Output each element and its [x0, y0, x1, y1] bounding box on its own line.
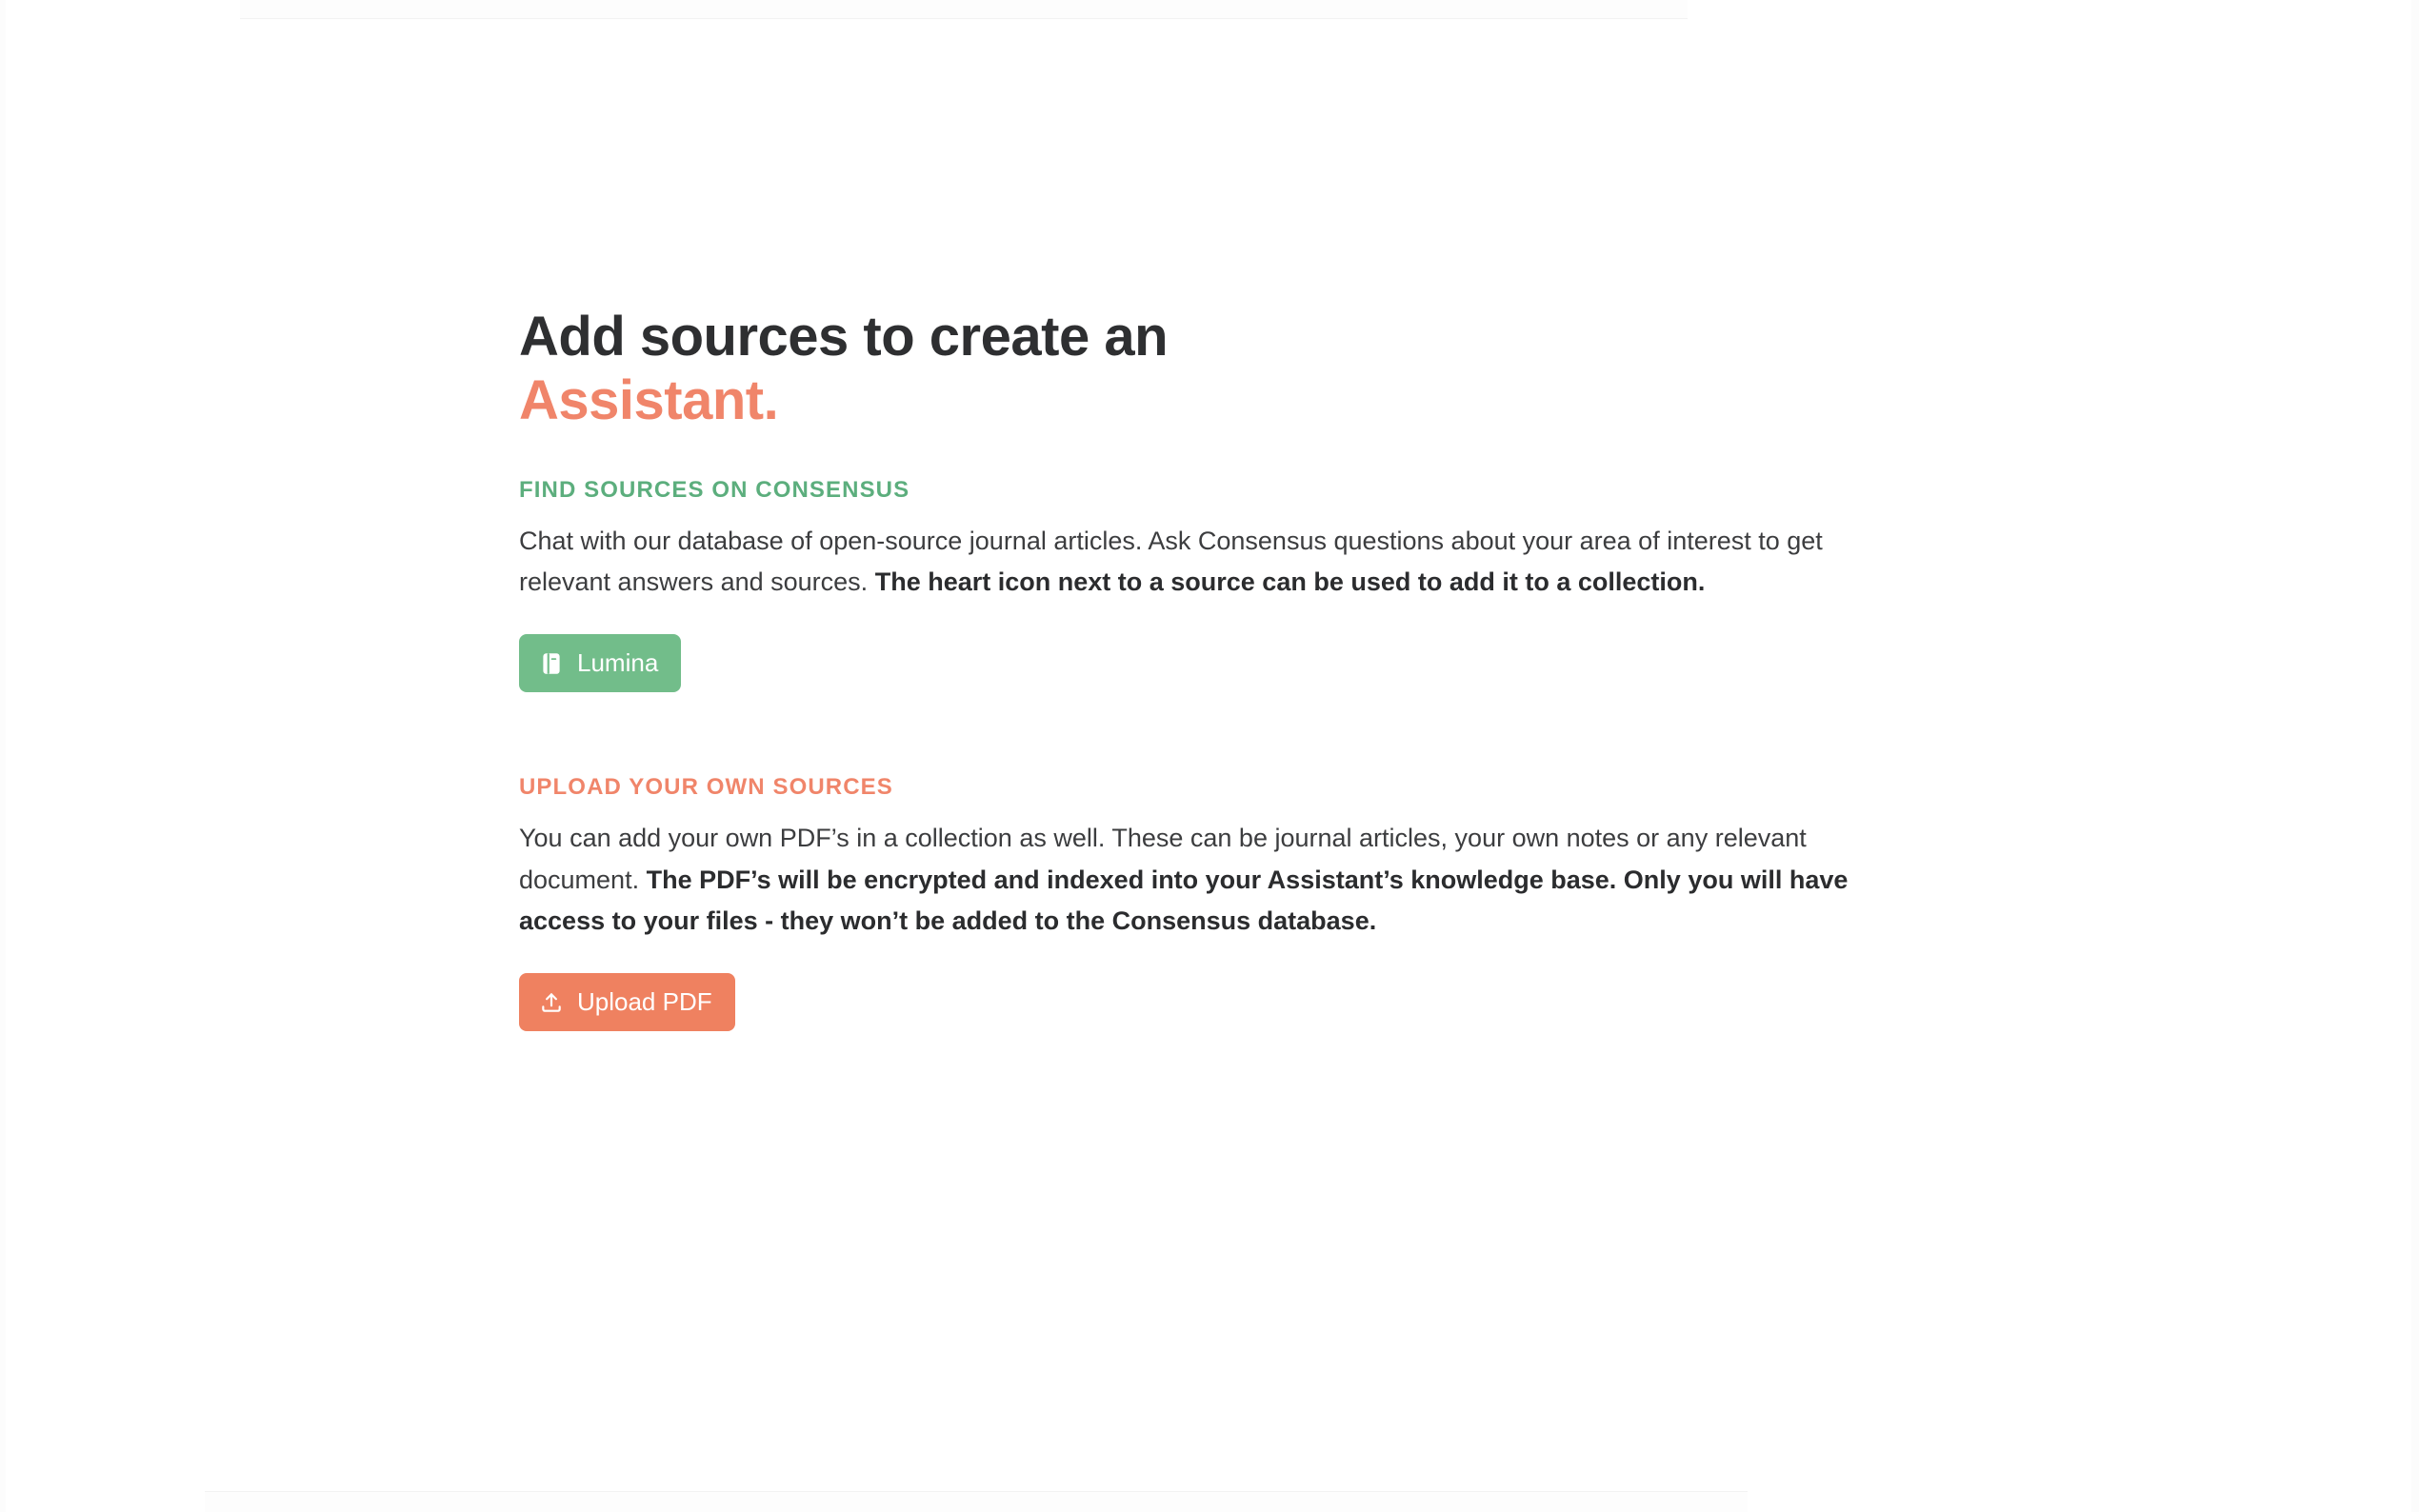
bottom-edge-strip: [205, 1491, 1748, 1512]
page-title-line-2-accent: Assistant.: [519, 369, 779, 432]
section-upload-sources-paragraph-normal: You can add your own PDF’s in a collection as well. These can be journal articles, your own notes or any relevant document.: [519, 824, 1807, 894]
left-edge-shade: [0, 0, 6, 1512]
section-upload-sources-paragraph-bold: The PDF’s will be encrypted and indexed into your Assistant’s knowledge base. Only you will have access to your files - they won’t be added to the Consensus database.: [519, 865, 1849, 936]
main-content: [519, 305, 1929, 1031]
upload-pdf-button-label: Upload PDF: [577, 987, 712, 1017]
right-edge-shade: [2411, 0, 2419, 1512]
section-find-sources-paragraph: [519, 521, 1919, 604]
section-find-sources-eyebrow: FIND SOURCES ON CONSENSUS: [519, 476, 910, 503]
section-find-sources: [519, 477, 1929, 692]
top-edge-strip: [240, 0, 1688, 19]
section-upload-sources-eyebrow: UPLOAD YOUR OWN SOURCES: [519, 774, 893, 800]
book-icon: [538, 650, 565, 677]
lumina-button[interactable]: [519, 634, 681, 692]
section-find-sources-paragraph-bold: The heart icon next to a source can be used to add it to a collection.: [874, 567, 1706, 597]
page-title-line-1: Add sources to create an: [519, 306, 1168, 368]
upload-icon: [538, 989, 565, 1016]
section-upload-sources-paragraph: [519, 818, 1919, 943]
section-find-sources-paragraph-normal: Chat with our database of open-source journal articles. Ask Consensus questions about your area of interest to get relevant answers and sources.: [519, 526, 1823, 597]
page-title: [519, 305, 1929, 433]
lumina-button-label: Lumina: [577, 648, 659, 677]
section-divider-space: [519, 692, 1929, 730]
section-upload-sources: [519, 774, 1929, 1031]
upload-pdf-button[interactable]: [519, 973, 735, 1031]
